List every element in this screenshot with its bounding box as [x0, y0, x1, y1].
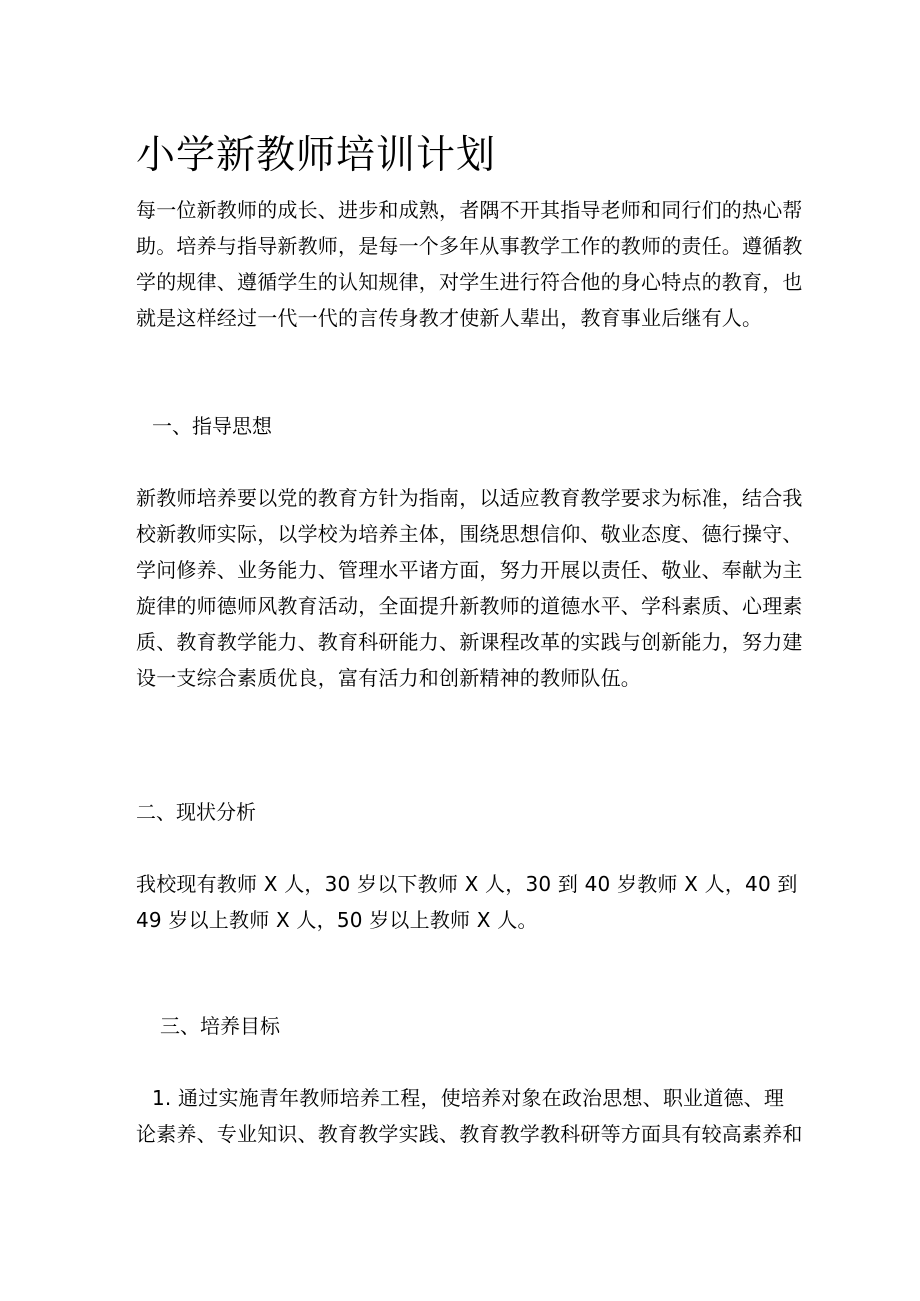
text-line: 就是这样经过一代一代的言传身教才使新人辈出，教育事业后继有人。: [136, 306, 763, 330]
text-line: 学问修养、业务能力、管理水平诸方面，努力开展以责任、敬业、奉献为主: [136, 558, 803, 582]
section-heading-status-analysis: 二、现状分析: [136, 800, 256, 824]
text-line: 助。培养与指导新教师，是每一个多年从事教学工作的教师的责任。遵循教: [136, 234, 803, 258]
section-paragraph-status-analysis: [136, 866, 796, 938]
text-line: 每一位新教师的成长、进步和成熟，者隅不开其指导老师和同行们的热心帮: [136, 198, 803, 222]
text-line: 质、教育教学能力、教育科研能力、新课程改革的实践与创新能力，努力建: [136, 630, 803, 654]
document-title: 小学新教师培训计划: [136, 133, 497, 178]
text-line: 设一支综合素质优良，富有活力和创新精神的教师队伍。: [136, 666, 641, 690]
text-line: 论素养、专业知识、教育教学实践、教育教学教科研等方面具有较高素养和: [136, 1122, 803, 1146]
section-heading-guiding-ideology: 一、指导思想: [152, 414, 272, 438]
text-line: 旋律的师德师风教育活动，全面提升新教师的道德水平、学科素质、心理素: [136, 594, 803, 618]
text-line: 1. 通过实施青年教师培养工程，使培养对象在政治思想、职业道德、理: [152, 1086, 785, 1110]
text-line: 49 岁以上教师 X 人，50 岁以上教师 X 人。: [136, 908, 538, 932]
text-line: 学的规律、遵循学生的认知规律，对学生进行符合他的身心特点的教育，也: [136, 270, 803, 294]
text-line: 我校现有教师 X 人，30 岁以下教师 X 人，30 到 40 岁教师 X 人，40 到: [136, 872, 798, 896]
intro-paragraph: [136, 192, 803, 336]
section-paragraph-training-goals: [136, 1080, 803, 1152]
text-line: 校新教师实际，以学校为培养主体，围绕思想信仰、敬业态度、德行操守、: [136, 522, 803, 546]
section-paragraph-guiding-ideology: [136, 480, 803, 696]
text-line: 新教师培养要以党的教育方针为指南，以适应教育教学要求为标准，结合我: [136, 486, 803, 510]
section-heading-training-goals: 三、培养目标: [160, 1014, 280, 1038]
